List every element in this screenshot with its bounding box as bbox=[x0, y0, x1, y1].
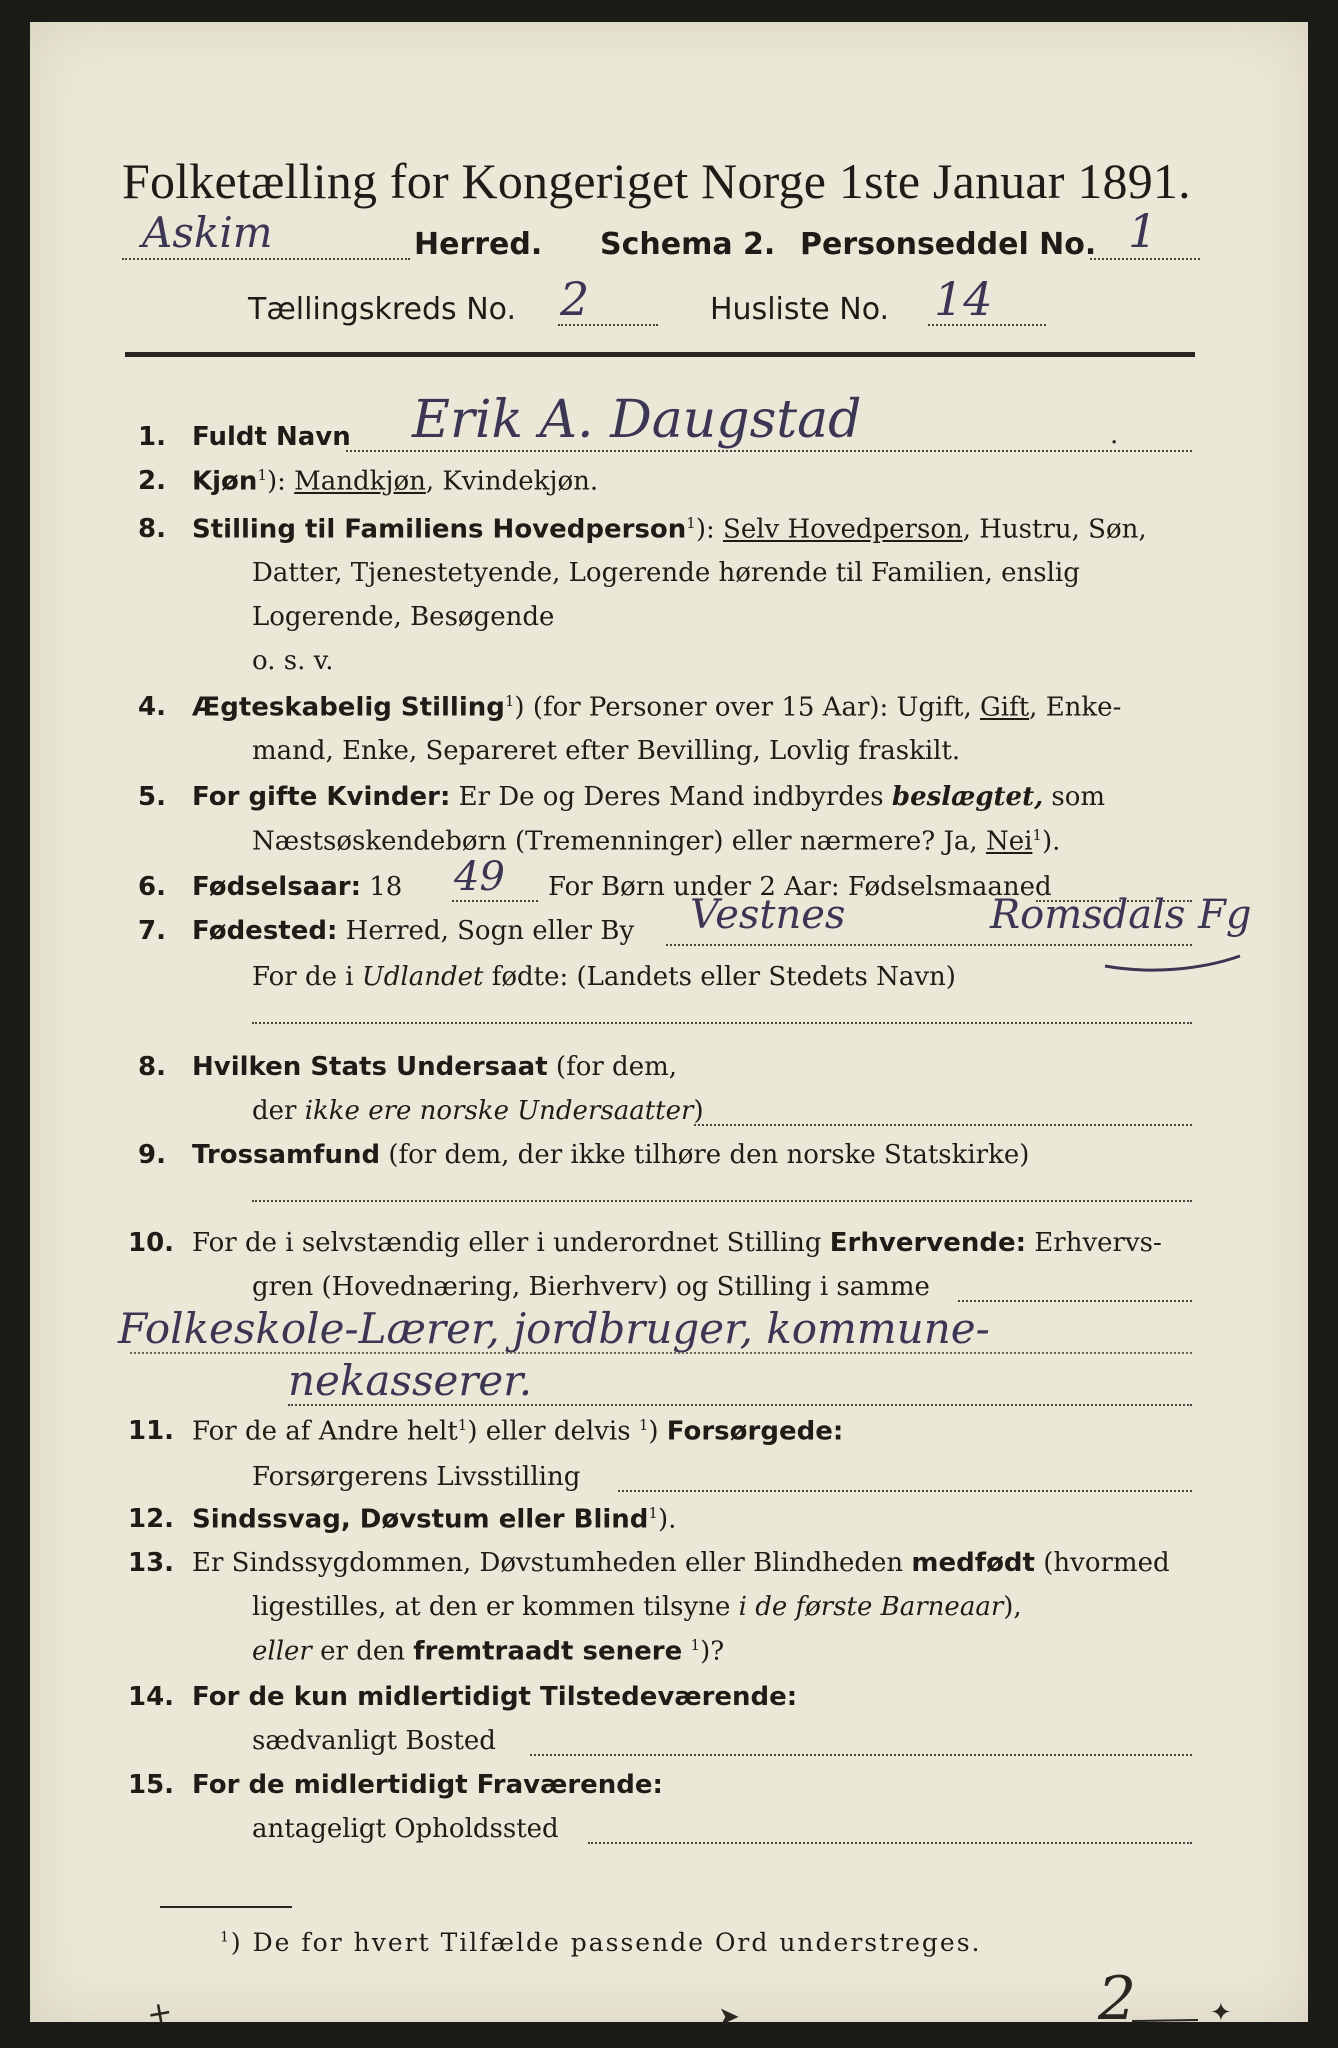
q9-line bbox=[192, 1140, 1029, 1170]
q7-line2 bbox=[252, 962, 956, 992]
q4-label: Ægteskabelig Stilling bbox=[192, 692, 505, 723]
q4-number: 4. bbox=[138, 692, 166, 722]
q10-l1c: Erhvervs- bbox=[1026, 1228, 1162, 1258]
q5-number: 5. bbox=[138, 782, 166, 812]
q6-year-dotline bbox=[452, 900, 538, 902]
q2-rest: , Kvindekjøn. bbox=[425, 466, 599, 497]
footnote-sup: 1 bbox=[220, 1929, 231, 1946]
q7-label: Fødested: bbox=[192, 916, 338, 946]
q6-line bbox=[192, 872, 402, 902]
q13-l3-italic: eller bbox=[252, 1636, 312, 1667]
q11-line1 bbox=[192, 1416, 843, 1447]
q2-selected-mandkjon: Mandkjøn bbox=[294, 466, 426, 497]
q11-l1c: ) bbox=[648, 1416, 667, 1447]
q5-l2a: Næstsøskendebørn (Tremenninger) eller nærmere? Ja, bbox=[252, 826, 986, 857]
q15-number: 15. bbox=[128, 1770, 175, 1800]
q8-l2b: ) bbox=[693, 1096, 704, 1126]
q14-line2: sædvanligt Bosted bbox=[252, 1726, 496, 1756]
herred-dotline bbox=[122, 258, 410, 260]
q9-label: Trossamfund bbox=[192, 1140, 381, 1170]
page-mark-number: 2 bbox=[1098, 1964, 1137, 2034]
q6-answer-year: 49 bbox=[454, 854, 505, 900]
q15-label: For de midlertidigt Fraværende: bbox=[192, 1770, 663, 1800]
q4-l1b: , Enke- bbox=[1029, 692, 1122, 723]
q11-l1d: Forsørgede: bbox=[666, 1416, 844, 1447]
herred-label: Herred. bbox=[414, 227, 543, 262]
q7-l2-italic: Udlandet bbox=[361, 962, 484, 992]
q13-number: 13. bbox=[128, 1548, 175, 1578]
q10-answer-line1: Folkeskole-Lærer, jordbruger, kommune- bbox=[118, 1304, 990, 1353]
q13-l2b: ), bbox=[1003, 1592, 1022, 1622]
q3-label: Stilling til Familiens Hovedperson bbox=[192, 514, 687, 545]
personseddel-value: 1 bbox=[1128, 204, 1158, 258]
q14-number: 14. bbox=[128, 1682, 175, 1712]
q10-answer-line2: nekasserer. bbox=[288, 1356, 533, 1405]
q3-close: ): bbox=[695, 514, 724, 545]
q13-l1b: medfødt bbox=[911, 1548, 1035, 1578]
q7-handwritten-stroke bbox=[1100, 944, 1250, 984]
q5-l1-italic: beslægtet, bbox=[891, 782, 1044, 812]
personseddel-dotline bbox=[1090, 258, 1200, 260]
q2-label: Kjøn bbox=[192, 466, 258, 497]
q10-line2: gren (Hovednæring, Bierhverv) og Stilling i samme bbox=[252, 1272, 930, 1302]
q6-prefix: 18 bbox=[361, 872, 403, 902]
q7-line1 bbox=[192, 916, 634, 946]
schema-label: Schema 2. bbox=[600, 227, 776, 262]
q6-label: Fødselsaar: bbox=[192, 872, 361, 902]
q7-l2a: For de i bbox=[252, 962, 362, 992]
q7-number: 7. bbox=[138, 916, 166, 946]
page-mark-stroke bbox=[1130, 2016, 1200, 2026]
q6-rest: For Børn under 2 Aar: Fødselsmaaned bbox=[548, 872, 1052, 902]
q14-label: For de kun midlertidigt Tilstedeværende: bbox=[192, 1682, 798, 1712]
q4-line1 bbox=[192, 692, 1121, 723]
q10-l1a: For de i selvstændig eller i underordnet Stilling bbox=[192, 1228, 830, 1258]
q11-number: 11. bbox=[128, 1416, 175, 1446]
q15-line2: antageligt Opholdssted bbox=[252, 1814, 559, 1844]
q14-dotline bbox=[530, 1754, 1192, 1756]
q7-answer-romsdal: Romsdals Fg bbox=[990, 892, 1252, 938]
q8-l1b: (for dem, bbox=[547, 1052, 677, 1082]
q3-number: 8. bbox=[138, 514, 166, 544]
corner-mark-right: ✦ bbox=[1210, 1998, 1232, 2028]
q1-answer-name: Erik A. Daugstad bbox=[412, 390, 862, 450]
census-form-sheet bbox=[30, 22, 1308, 2034]
q13-l3c bbox=[682, 1637, 690, 1667]
q9-dotline bbox=[252, 1200, 1192, 1202]
q3-line3: Logerende, Besøgende bbox=[252, 602, 555, 632]
q1-dotline bbox=[346, 450, 1192, 452]
q9-number: 9. bbox=[138, 1140, 166, 1170]
q5-selected-nei: Nei bbox=[985, 826, 1033, 857]
q5-l1-end: som bbox=[1043, 782, 1106, 812]
q11-sup2: 1 bbox=[638, 1416, 649, 1434]
q7-foreign-dotline bbox=[252, 1022, 1192, 1024]
q7-answer-vestnes: Vestnes bbox=[690, 892, 846, 938]
q8-line1 bbox=[192, 1052, 677, 1082]
q2-sup: 1 bbox=[257, 466, 267, 484]
q13-l1c: (hvormed bbox=[1034, 1548, 1170, 1578]
q10-answer-underline1 bbox=[130, 1352, 1192, 1354]
q1-label: Fuldt Navn bbox=[192, 422, 351, 452]
q8-dotline bbox=[694, 1124, 1192, 1126]
q5-l1: Er De og Deres Mand indbyrdes bbox=[450, 782, 892, 812]
q1-number: 1. bbox=[138, 422, 166, 452]
q5-l2-end: ). bbox=[1041, 826, 1061, 857]
q13-line2 bbox=[252, 1592, 1022, 1622]
q5-sup: 1 bbox=[1032, 826, 1042, 844]
q13-line1 bbox=[192, 1548, 1170, 1578]
q2-number: 2. bbox=[138, 466, 166, 496]
q12-line bbox=[192, 1504, 676, 1535]
q10-l1b: Erhvervende: bbox=[829, 1228, 1027, 1258]
q12-end: ). bbox=[657, 1504, 677, 1535]
q13-l3a: er den bbox=[311, 1636, 414, 1667]
q15-dotline bbox=[588, 1842, 1192, 1844]
q11-line2: Forsørgerens Livsstilling bbox=[252, 1462, 581, 1492]
q12-label: Sindssvag, Døvstum eller Blind bbox=[192, 1504, 649, 1535]
q8-l2a: der bbox=[252, 1096, 305, 1126]
footnote bbox=[220, 1928, 981, 1957]
q8-line2 bbox=[252, 1096, 704, 1126]
q13-l3d: )? bbox=[700, 1636, 725, 1667]
q5-line2 bbox=[252, 826, 1060, 857]
q13-l1a: Er Sindssygdommen, Døvstumheden eller Blindheden bbox=[192, 1548, 912, 1578]
q13-l2-italic: i de første Barneaar bbox=[738, 1592, 1004, 1622]
form-title: Folketælling for Kongeriget Norge 1ste Januar 1891. bbox=[122, 153, 1191, 209]
q8-number: 8. bbox=[138, 1052, 166, 1082]
footnote-text: ) De for hvert Tilfælde passende Ord understreges. bbox=[230, 1928, 982, 1957]
q13-l3b: fremtraadt senere bbox=[413, 1636, 683, 1667]
q3-rest1: , Hustru, Søn, bbox=[962, 514, 1147, 545]
q4-l1a: ) (for Personer over 15 Aar): Ugift, bbox=[514, 692, 981, 723]
q8-l2-italic: ikke ere norske Undersaatter bbox=[304, 1096, 694, 1126]
q5-line1 bbox=[192, 782, 1105, 812]
q7-l2b: fødte: (Landets eller Stedets Navn) bbox=[483, 962, 956, 992]
q3-sup: 1 bbox=[686, 514, 696, 532]
q11-l1a: For de af Andre helt bbox=[192, 1416, 458, 1447]
q10-number: 10. bbox=[128, 1228, 175, 1258]
q10-line1 bbox=[192, 1228, 1162, 1258]
q7-l1: Herred, Sogn eller By bbox=[337, 916, 635, 946]
q5-label: For gifte Kvinder: bbox=[192, 782, 451, 812]
herred-value: Askim bbox=[142, 208, 273, 257]
q13-line3 bbox=[252, 1636, 724, 1667]
q10-answer-dotline2 bbox=[288, 1404, 1192, 1406]
q2-line bbox=[192, 466, 598, 497]
q11-dotline bbox=[618, 1490, 1192, 1492]
q11-sup1: 1 bbox=[457, 1416, 468, 1434]
q2-colon: ): bbox=[266, 466, 286, 497]
q10-dotline bbox=[958, 1300, 1192, 1302]
q12-sup: 1 bbox=[648, 1504, 658, 1522]
q3-selected: Selv Hovedperson bbox=[723, 514, 963, 545]
husliste-label: Husliste No. bbox=[710, 292, 890, 327]
q6-number: 6. bbox=[138, 872, 166, 902]
q3-line1 bbox=[192, 514, 1147, 545]
q4-line2: mand, Enke, Separeret efter Bevilling, Lovlig fraskilt. bbox=[252, 736, 961, 766]
q11-l1b: ) eller delvis bbox=[467, 1416, 639, 1447]
q13-l2a: ligestilles, at den er kommen tilsyne bbox=[252, 1592, 739, 1622]
q8-label: Hvilken Stats Undersaat bbox=[192, 1052, 548, 1082]
kreds-value: 2 bbox=[560, 272, 590, 326]
husliste-value: 14 bbox=[934, 272, 993, 326]
corner-mark-left: ✕ bbox=[141, 1996, 177, 2034]
q9-rest: (for dem, der ikke tilhøre den norske Statskirke) bbox=[380, 1140, 1030, 1170]
center-mark: ➤ bbox=[718, 2002, 740, 2032]
q1-end: . bbox=[1110, 420, 1119, 450]
q3-line2: Datter, Tjenestetyende, Logerende hørende til Familien, enslig bbox=[252, 558, 1080, 588]
footnote-rule bbox=[160, 1906, 292, 1908]
personseddel-label: Personseddel No. bbox=[800, 227, 1097, 262]
q4-sup: 1 bbox=[504, 692, 515, 710]
q13-sup: 1 bbox=[690, 1636, 701, 1654]
q3-line4: o. s. v. bbox=[252, 646, 334, 676]
q4-selected-gift: Gift bbox=[980, 692, 1030, 723]
header-rule bbox=[125, 352, 1195, 357]
q12-number: 12. bbox=[128, 1504, 175, 1534]
kreds-label: Tællingskreds No. bbox=[248, 292, 516, 327]
